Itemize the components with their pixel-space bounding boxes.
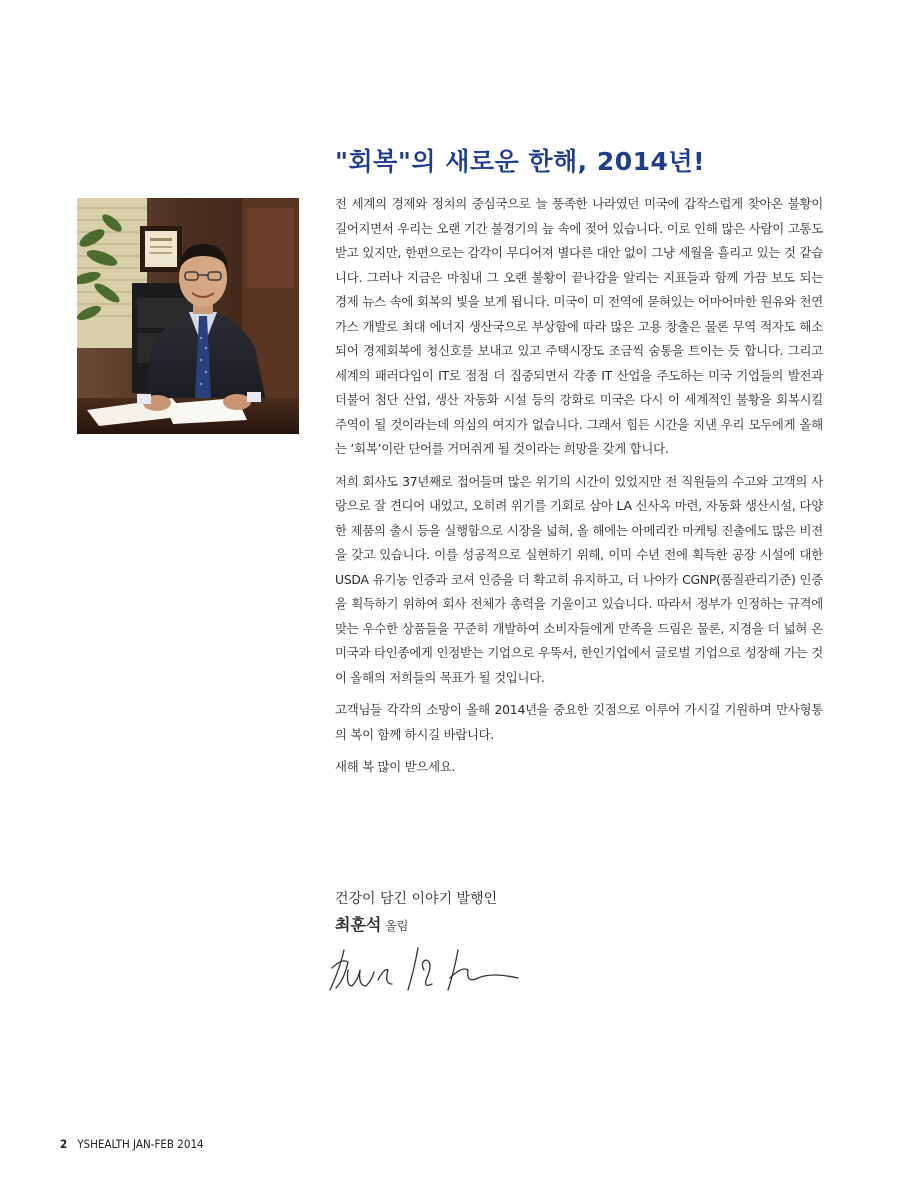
publisher-photo <box>77 198 299 434</box>
publisher-name: 최훈석 <box>335 915 382 934</box>
publisher-portrait-image <box>77 198 299 434</box>
issue-label: YSHEALTH JAN-FEB 2014 <box>77 1137 204 1151</box>
publisher-name-line <box>335 912 497 935</box>
paragraph: 저희 회사도 37년째로 접어들며 많은 위기의 시간이 있었지만 전 직원들의 수고와 고객의 사랑으로 잘 견디어 내었고, 오히려 위기를 기회로 삼아 LA 신사옥 마련, 자동화 생산시설, 다양한 제품의 출시 등을 실행함으로 시장을 넓혀, 올 해에는 아메리칸 마케팅 진출에도 많은 비젼을 갖고 있습니다. 이를 성공적으로 실현하기 위해, 이미 수년 전에 획득한 공장 시설에 대한 USDA 유기농 인증과 코셔 인증을 더 확고히 유지하고, 더 나아가 CGNP(품질관리기준) 인증을 획득하기 위하여 회사 전체가 총력을 기울이고 있습니다. 따라서 정부가 인정하는 규격에 맞는 우수한 상품들을 꾸준히 개발하여 소비자들에게 만족을 드림은 물론, 지경을 더 넓혀 온 미국과 타인종에게 인정받는 기업으로 우뚝서, 한인기업에서 글로벌 기업으로 성장해 가는 것이 올해의 저희들의 목표가 될 것입니다. <box>335 473 823 685</box>
page-number: 2 <box>60 1137 68 1151</box>
page-footer <box>60 1137 204 1151</box>
article-title: "회복"의 새로운 한해, 2014년! <box>335 147 705 176</box>
letter-body <box>335 192 823 788</box>
handwritten-signature <box>322 940 522 996</box>
signature-block <box>335 888 497 935</box>
paragraph: 새해 복 많이 받으세요. <box>335 759 456 774</box>
paragraph: 전 세계의 경제와 정치의 중심국으로 늘 풍족한 나라였던 미국에 갑작스럽게 찾아온 불황이 길어지면서 우리는 오랜 기간 불경기의 늪 속에 젖어 있습니다. 이로 인해 많은 사람이 고통도 받고 있지만, 한편으로는 감각이 무디어져 별다른 대안 없이 그냥 세월을 흘리고 있는 것 같습니다. 그러나 지금은 마침내 그 오랜 불황이 끝나감을 알리는 지표들과 함께 가끔 보도 되는 경제 뉴스 속에 회복의 빛을 보게 됩니다. 미국이 미 전역에 묻혀있는 어마어마한 원유와 천연가스 개발로 최대 에너지 생산국으로 부상함에 따라 많은 고용 창출은 물론 무역 적자도 해소되어 경제회복에 청신호를 보내고 있고 주택시장도 조금씩 숨통을 트이는 듯 합니다. 그리고 세계의 패러다임이 IT로 점점 더 집중되면서 각종 IT 산업을 주도하는 미국 기업들의 발전과 더불어 첨단 산업, 생산 자동화 시설 등의 강화로 미국은 다시 이 세계적인 불황을 회복시킬 주역이 될 것이라는데 의심의 여지가 없습니다. 그래서 힘든 시간을 지낸 우리 모두에게 올해는 ‘회복’이란 단어를 거머쥐게 될 것이라는 희망을 갖게 합니다. <box>335 196 823 456</box>
closing-word: 올림 <box>381 919 409 933</box>
publisher-title: 건강이 담긴 이야기 발행인 <box>335 891 498 907</box>
paragraph: 고객님들 각각의 소망이 올해 2014년을 중요한 깃점으로 이루어 가시길 기원하며 만사형통의 복이 함께 하시길 바랍니다. <box>335 702 823 742</box>
